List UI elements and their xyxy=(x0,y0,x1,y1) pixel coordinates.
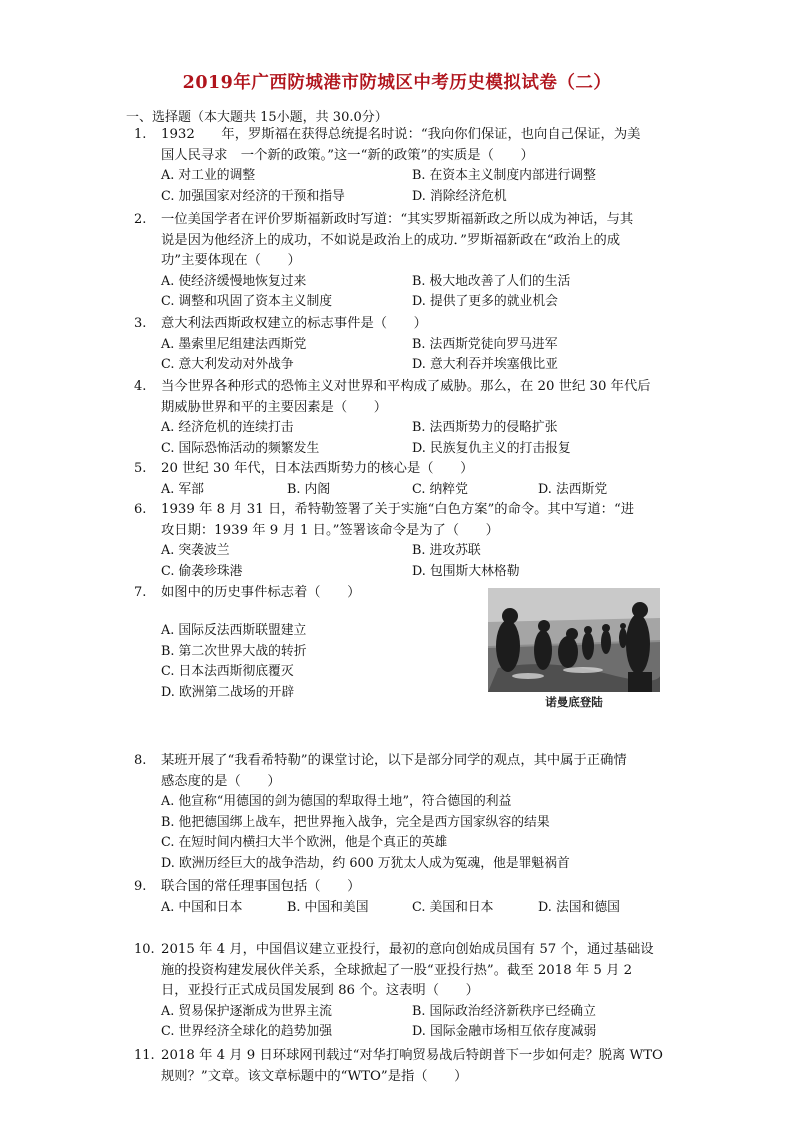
question-stem-line: 当今世界各种形式的恐怖主义对世界和平构成了威胁。那么，在 20 世纪 30 年代后 xyxy=(161,379,651,394)
question-stem-line: 20 世纪 30 年代，日本法西斯势力的核心是（ ） xyxy=(161,461,474,476)
answer-option-a[interactable]: A. 国际反法西斯联盟建立 xyxy=(161,623,307,638)
question-stem-line: 1939 年 8 月 31 日，希特勒签署了关于实施“白色方案”的命令。其中写道：“进 xyxy=(161,502,635,517)
answer-option-c[interactable]: C. 调整和巩固了资本主义制度 xyxy=(161,294,333,310)
answer-option-b[interactable]: B. 法西斯势力的侵略扩张 xyxy=(412,420,558,436)
question-stem-line: 2018 年 4 月 9 日环球网刊载过“对华打响贸易战后特朗普下一步如何走？脱离 WTO xyxy=(161,1048,663,1063)
question-number: 6. xyxy=(134,502,147,517)
question-number: 4. xyxy=(134,379,147,394)
photo-caption: 诺曼底登陆 xyxy=(545,695,603,709)
question-stem-line: 一位美国学者在评价罗斯福新政时写道：“其实罗斯福新政之所以成为神话，与其 xyxy=(161,212,634,227)
answer-option-a[interactable]: A. 使经济缓慢地恢复过来 xyxy=(161,273,307,289)
question-stem-line: 感态度的是（ ） xyxy=(161,773,281,789)
answer-option-b[interactable]: B. 他把德国绑上战车，把世界拖入战争，完全是西方国家纵容的结果 xyxy=(161,814,550,830)
answer-option-d[interactable]: D. 包围斯大林格勒 xyxy=(412,563,520,579)
answer-option-d[interactable]: D. 意大利吞并埃塞俄比亚 xyxy=(412,357,558,373)
landing-photo-graphic xyxy=(488,588,660,692)
answer-option-b[interactable]: B. 内阁 xyxy=(287,481,331,497)
answer-option-d[interactable]: D. 国际金融市场相互依存度减弱 xyxy=(412,1024,597,1040)
answer-option-d[interactable]: D. 提供了更多的就业机会 xyxy=(412,294,558,310)
question-number: 8. xyxy=(134,753,147,768)
answer-option-b[interactable]: B. 国际政治经济新秩序已经确立 xyxy=(412,1003,596,1019)
answer-option-b[interactable]: B. 进攻苏联 xyxy=(412,543,481,559)
answer-option-c[interactable]: C. 世界经济全球化的趋势加强 xyxy=(161,1024,333,1040)
answer-option-a[interactable]: A. 对工业的调整 xyxy=(161,168,256,184)
exam-title: 2019年广西防城港市防城区中考历史模拟试卷（二） xyxy=(182,73,612,93)
answer-option-a[interactable]: A. 墨索里尼组建法西斯党 xyxy=(161,336,307,352)
question-number: 3. xyxy=(134,316,147,331)
answer-option-a[interactable]: A. 他宣称“用德国的剑为德国的犁取得土地”，符合德国的利益 xyxy=(161,794,512,810)
answer-option-a[interactable]: A. 军部 xyxy=(161,481,204,497)
question-stem-line: 某班开展了“我看希特勒”的课堂讨论，以下是部分同学的观点，其中属于正确情 xyxy=(161,753,627,768)
answer-option-c[interactable]: C. 意大利发动对外战争 xyxy=(161,357,294,373)
answer-option-b[interactable]: B. 中国和美国 xyxy=(287,899,369,915)
answer-option-c[interactable]: C. 加强国家对经济的干预和指导 xyxy=(161,188,345,204)
answer-option-c[interactable]: C. 美国和日本 xyxy=(412,899,494,915)
answer-option-c[interactable]: C. 偷袭珍珠港 xyxy=(161,563,243,579)
answer-option-b[interactable]: B. 法西斯党徒向罗马进军 xyxy=(412,336,558,352)
question-stem-line: 2015 年 4 月，中国倡议建立亚投行，最初的意向创始成员国有 57 个，通过基础设 xyxy=(161,942,654,957)
answer-option-d[interactable]: D. 欧洲第二战场的开辟 xyxy=(161,684,295,700)
answer-option-b[interactable]: B. 第二次世界大战的转折 xyxy=(161,643,307,659)
answer-option-d[interactable]: D. 欧洲历经巨大的战争浩劫，约 600 万犹太人成为冤魂，他是罪魁祸首 xyxy=(161,856,570,871)
answer-option-a[interactable]: A. 突袭波兰 xyxy=(161,543,230,559)
section-heading: 一、选择题（本大题共 15小题，共 30.0分） xyxy=(126,110,388,125)
question-stem-line: 国人民寻求 一个新的政策。”这一“新的政策”的实质是（ ） xyxy=(161,147,534,163)
question-number: 10. xyxy=(134,942,155,957)
answer-option-d[interactable]: D. 法西斯党 xyxy=(538,481,608,497)
question-number: 11. xyxy=(134,1048,155,1063)
question-stem-line: 功”主要体现在（ ） xyxy=(161,253,301,269)
question-number: 5. xyxy=(134,461,147,476)
question-stem-line: 联合国的常任理事国包括（ ） xyxy=(161,879,361,894)
question-stem-line: 施的投资构建发展伙伴关系，全球掀起了一股“亚投行热”。截至 2018 年 5 月 2 xyxy=(161,962,633,978)
answer-option-a[interactable]: A. 经济危机的连续打击 xyxy=(161,420,294,436)
answer-option-b[interactable]: B. 极大地改善了人们的生活 xyxy=(412,273,571,289)
question-number: 2. xyxy=(134,212,147,227)
answer-option-d[interactable]: D. 消除经济危机 xyxy=(412,188,507,204)
normandy-landing-photo xyxy=(488,588,660,712)
answer-option-c[interactable]: C. 国际恐怖活动的频繁发生 xyxy=(161,440,320,456)
question-stem-line: 1932 年，罗斯福在获得总统提名时说：“我向你们保证，也向自己保证，为美 xyxy=(161,127,641,142)
question-stem-line: 攻日期：1939 年 9 月 1 日。”签署该命令是为了（ ） xyxy=(161,522,499,538)
question-stem-line: 意大利法西斯政权建立的标志事件是（ ） xyxy=(161,316,427,331)
answer-option-d[interactable]: D. 法国和德国 xyxy=(538,899,620,915)
answer-option-d[interactable]: D. 民族复仇主义的打击报复 xyxy=(412,440,571,456)
answer-option-b[interactable]: B. 在资本主义制度内部进行调整 xyxy=(412,168,596,184)
question-stem-line: 说是因为他经济上的成功，不如说是政治上的成功．”罗斯福新政在“政治上的成 xyxy=(161,232,621,248)
question-number: 7. xyxy=(134,585,147,600)
answer-option-c[interactable]: C. 在短时间内横扫大半个欧洲，他是个真正的英雄 xyxy=(161,835,448,851)
answer-option-a[interactable]: A. 贸易保护逐渐成为世界主流 xyxy=(161,1003,332,1019)
question-stem-line: 规则？”文章。该文章标题中的“WTO”是指（ ） xyxy=(161,1068,468,1084)
question-number: 9. xyxy=(134,879,147,894)
answer-option-c[interactable]: C. 纳粹党 xyxy=(412,481,468,497)
question-number: 1. xyxy=(134,127,147,142)
answer-option-a[interactable]: A. 中国和日本 xyxy=(161,899,243,915)
question-stem-line: 期威胁世界和平的主要因素是（ ） xyxy=(161,399,388,415)
answer-option-c[interactable]: C. 日本法西斯彻底覆灭 xyxy=(161,664,294,680)
question-stem-line: 如图中的历史事件标志着（ ） xyxy=(161,585,361,600)
question-stem-line: 日，亚投行正式成员国发展到 86 个。这表明（ ） xyxy=(161,983,479,999)
